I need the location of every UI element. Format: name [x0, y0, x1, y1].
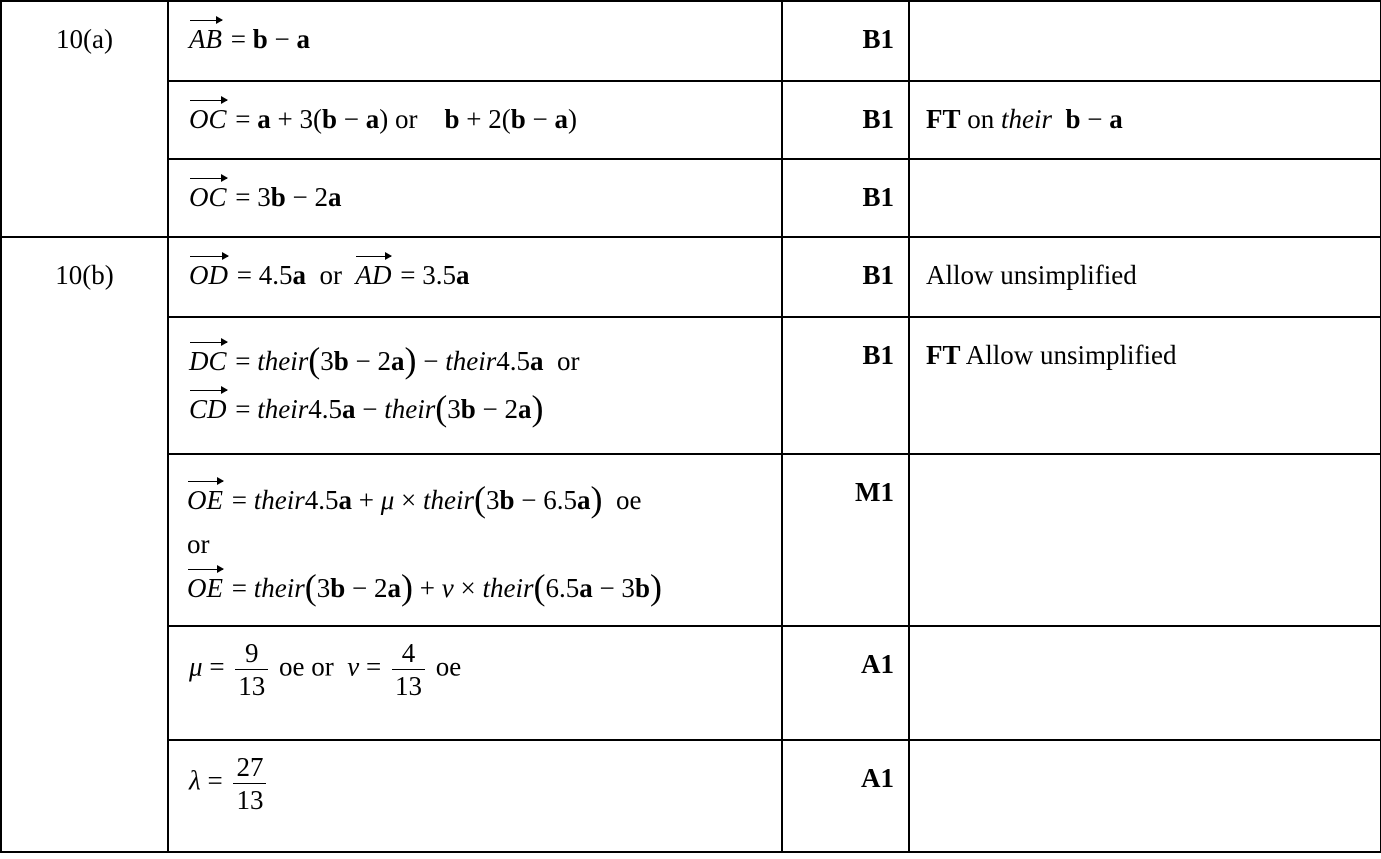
- mark-cell: B1: [782, 237, 909, 317]
- question-number-10a: 10(a): [1, 1, 168, 237]
- table-row: [1, 159, 1381, 237]
- guidance-cell: [909, 740, 1381, 852]
- fraction-nu: $\frac{4}{13}$: [392, 637, 425, 702]
- or-text: or: [394, 104, 418, 134]
- answer-cell: OC = 3b − 2a: [168, 159, 782, 237]
- vector-oc: OC: [189, 104, 227, 134]
- answer-cell: λ = $\frac{27}{13}$: [168, 740, 782, 852]
- vector-dc: DC: [189, 346, 227, 376]
- mark-cell: B1: [782, 1, 909, 81]
- vector-oe: OE: [187, 485, 223, 515]
- mark-cell: B1: [782, 317, 909, 454]
- fraction-mu: $\frac{9}{13}$: [235, 637, 268, 702]
- answer-cell: AB = b − a: [168, 1, 782, 81]
- mark-cell: A1: [782, 740, 909, 852]
- guidance-cell: [909, 159, 1381, 237]
- answer-cell: μ = $\frac{9}{13}$ oe or ν = $\frac{4}{13}$ oe: [168, 626, 782, 740]
- vector-oe: OE: [187, 573, 223, 603]
- answer-cell: OD = 4.5a or AD = 3.5a: [168, 237, 782, 317]
- guidance-text: on: [967, 104, 995, 134]
- mark-cell: M1: [782, 454, 909, 626]
- table-row: [1, 740, 1381, 852]
- guidance-cell: FT on their b − a: [909, 81, 1381, 159]
- mark-cell: B1: [782, 81, 909, 159]
- table-row: [1, 1, 1381, 81]
- table-row: [1, 454, 1381, 626]
- table-row: [1, 317, 1381, 454]
- answer-cell: OC = a + 3(b − a) or b + 2(b − a): [168, 81, 782, 159]
- vector-ad: AD: [355, 260, 392, 290]
- table-row: [1, 626, 1381, 740]
- vector-cd: CD: [189, 394, 227, 424]
- guidance-cell: Allow unsimplified: [909, 237, 1381, 317]
- vector-oc: OC: [189, 182, 227, 212]
- table-row: [1, 81, 1381, 159]
- fraction-lambda: $\frac{27}{13}$: [233, 751, 266, 816]
- guidance-cell: [909, 626, 1381, 740]
- guidance-cell: [909, 454, 1381, 626]
- guidance-cell: [909, 1, 1381, 81]
- guidance-cell: [909, 317, 1381, 454]
- guidance-their: their: [1001, 104, 1053, 134]
- vector-ab: AB: [189, 24, 222, 54]
- vector-od: OD: [189, 260, 228, 290]
- question-number-10b: 10(b): [1, 237, 168, 852]
- answer-cell: DC = their(3b − 2a) − their4.5a or CD = their4.5a − their(3b − 2a): [168, 317, 782, 454]
- mark-cell: B1: [782, 159, 909, 237]
- mark-cell: A1: [782, 626, 909, 740]
- answer-cell: OE = their4.5a + μ × their(3b − 6.5a) oe or OE = their(3b − 2a) + ν × their(6.5a − 3b): [168, 454, 782, 626]
- table-row: [1, 237, 1381, 317]
- ft-label: FT: [926, 340, 961, 370]
- ft-label: FT: [926, 104, 961, 134]
- guidance-text: Allow unsimplified: [965, 340, 1177, 370]
